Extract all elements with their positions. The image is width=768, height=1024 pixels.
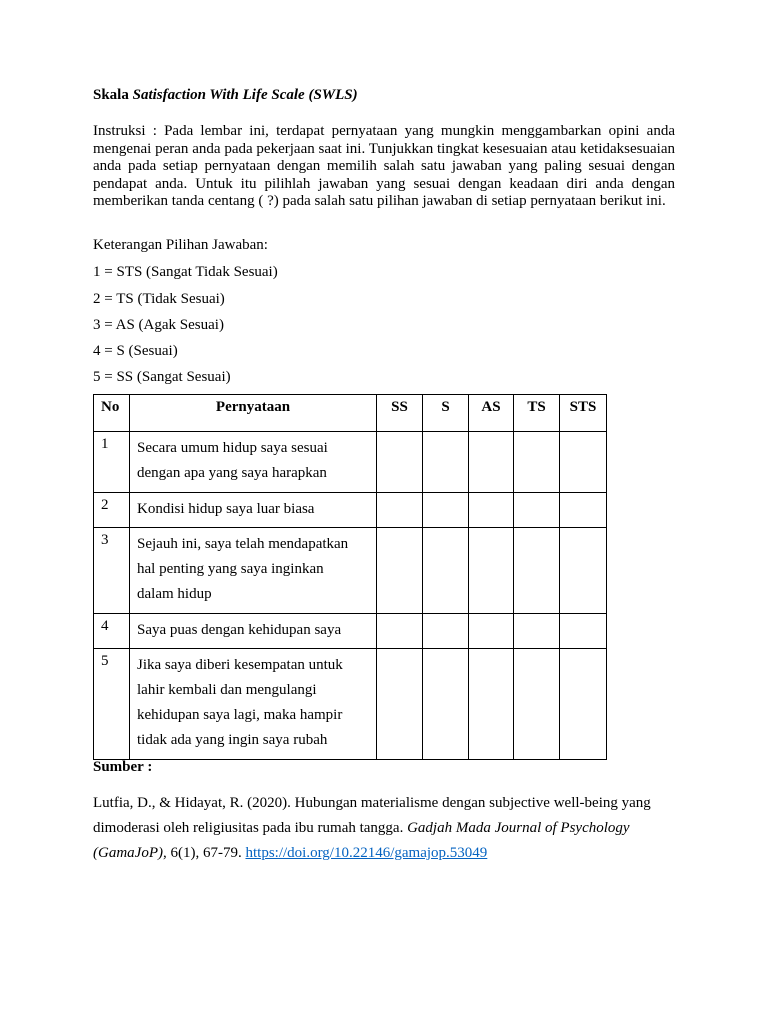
statement-line: lahir kembali dan mengulangi [137, 682, 317, 698]
page-title [93, 87, 358, 104]
statement-cell [130, 528, 377, 614]
answer-cell-ss[interactable] [377, 649, 423, 760]
row-number: 5 [94, 649, 130, 760]
answer-cell-sts[interactable] [560, 493, 607, 528]
answer-cell-ts[interactable] [514, 614, 560, 649]
statement-line: Sejauh ini, saya telah mendapatkan [137, 536, 349, 552]
statement-cell [130, 493, 377, 528]
answer-cell-ss[interactable] [377, 614, 423, 649]
statement-line: tidak ada yang ingin saya rubah [137, 732, 328, 748]
answer-cell-ss[interactable] [377, 528, 423, 614]
header-sts: STS [560, 395, 607, 432]
statement-line: dengan apa yang saya harapkan [137, 465, 327, 481]
answer-cell-sts[interactable] [560, 528, 607, 614]
answer-cell-as[interactable] [469, 493, 514, 528]
row-number: 4 [94, 614, 130, 649]
answer-cell-s[interactable] [423, 493, 469, 528]
citation [93, 791, 683, 866]
answer-cell-as[interactable] [469, 432, 514, 493]
answer-cell-ss[interactable] [377, 432, 423, 493]
citation-text: Lutfia, D., & Hidayat, R. (2020). Hubungan materialisme dengan subjective well-being yang dimoderasi oleh religiusitas pada ibu rumah tangga. [93, 795, 651, 836]
answer-cell-as[interactable] [469, 649, 514, 760]
legend-item: 2 = TS (Tidak Sesuai) [93, 291, 225, 307]
source-heading: Sumber : [93, 759, 153, 775]
title-italic: Satisfaction With Life Scale (SWLS) [132, 87, 358, 103]
answer-cell-sts[interactable] [560, 614, 607, 649]
legend-item: 5 = SS (Sangat Sesuai) [93, 369, 231, 385]
statement-line: kehidupan saya lagi, maka hampir [137, 707, 343, 723]
statement-line: hal penting yang saya inginkan [137, 561, 324, 577]
answer-cell-as[interactable] [469, 614, 514, 649]
answer-cell-sts[interactable] [560, 649, 607, 760]
statement-cell [130, 614, 377, 649]
row-number: 2 [94, 493, 130, 528]
answer-cell-sts[interactable] [560, 432, 607, 493]
answer-cell-ts[interactable] [514, 432, 560, 493]
header-s: S [423, 395, 469, 432]
answer-cell-ss[interactable] [377, 493, 423, 528]
statement-line: dalam hidup [137, 586, 212, 602]
header-as: AS [469, 395, 514, 432]
table-row [94, 493, 607, 528]
statement-line: Secara umum hidup saya sesuai [137, 440, 328, 456]
table-row [94, 614, 607, 649]
answer-cell-ts[interactable] [514, 493, 560, 528]
instructions-paragraph: Instruksi : Pada lembar ini, terdapat pernyataan yang mungkin menggambarkan opini anda mengenai peran anda pada pekerjaan saat ini. Tunjukkan tingkat kesesuaian atau ketidaksesuaian anda pada setiap pernyataan dengan memilih salah satu jawaban yang paling sesuai dengan pendapat anda. Untuk itu pilihlah jawaban yang sesuai dengan keadaan diri anda dengan memberikan tanda centang ( ?) pada salah satu pilihan jawaban di setiap pernyataan berikut ini. [93, 123, 675, 209]
answer-cell-s[interactable] [423, 528, 469, 614]
statement-cell [130, 649, 377, 760]
statement-cell [130, 432, 377, 493]
header-no: No [94, 395, 130, 432]
header-statement: Pernyataan [130, 395, 377, 432]
row-number: 3 [94, 528, 130, 614]
statement-line: Saya puas dengan kehidupan saya [137, 622, 342, 638]
legend-item: 3 = AS (Agak Sesuai) [93, 317, 224, 333]
swls-table [93, 394, 607, 760]
doi-link[interactable]: https://doi.org/10.22146/gamajop.53049 [245, 845, 488, 861]
table-row [94, 432, 607, 493]
answer-cell-s[interactable] [423, 649, 469, 760]
answer-cell-as[interactable] [469, 528, 514, 614]
legend-item: 4 = S (Sesuai) [93, 343, 178, 359]
header-ss: SS [377, 395, 423, 432]
row-number: 1 [94, 432, 130, 493]
volume-pages: , 6(1), 67-79. [162, 845, 246, 861]
title-prefix: Skala [93, 87, 133, 103]
legend-heading: Keterangan Pilihan Jawaban: [93, 237, 268, 253]
table-header-row [94, 395, 607, 432]
legend-item: 1 = STS (Sangat Tidak Sesuai) [93, 264, 278, 280]
table-row [94, 649, 607, 760]
answer-cell-ts[interactable] [514, 528, 560, 614]
header-ts: TS [514, 395, 560, 432]
journal-name: Gadjah Mada Journal of Psychology (GamaJoP) [93, 820, 630, 861]
statement-line: Kondisi hidup saya luar biasa [137, 501, 315, 517]
statement-line: Jika saya diberi kesempatan untuk [137, 657, 343, 673]
answer-cell-ts[interactable] [514, 649, 560, 760]
table-row [94, 528, 607, 614]
answer-cell-s[interactable] [423, 432, 469, 493]
answer-cell-s[interactable] [423, 614, 469, 649]
